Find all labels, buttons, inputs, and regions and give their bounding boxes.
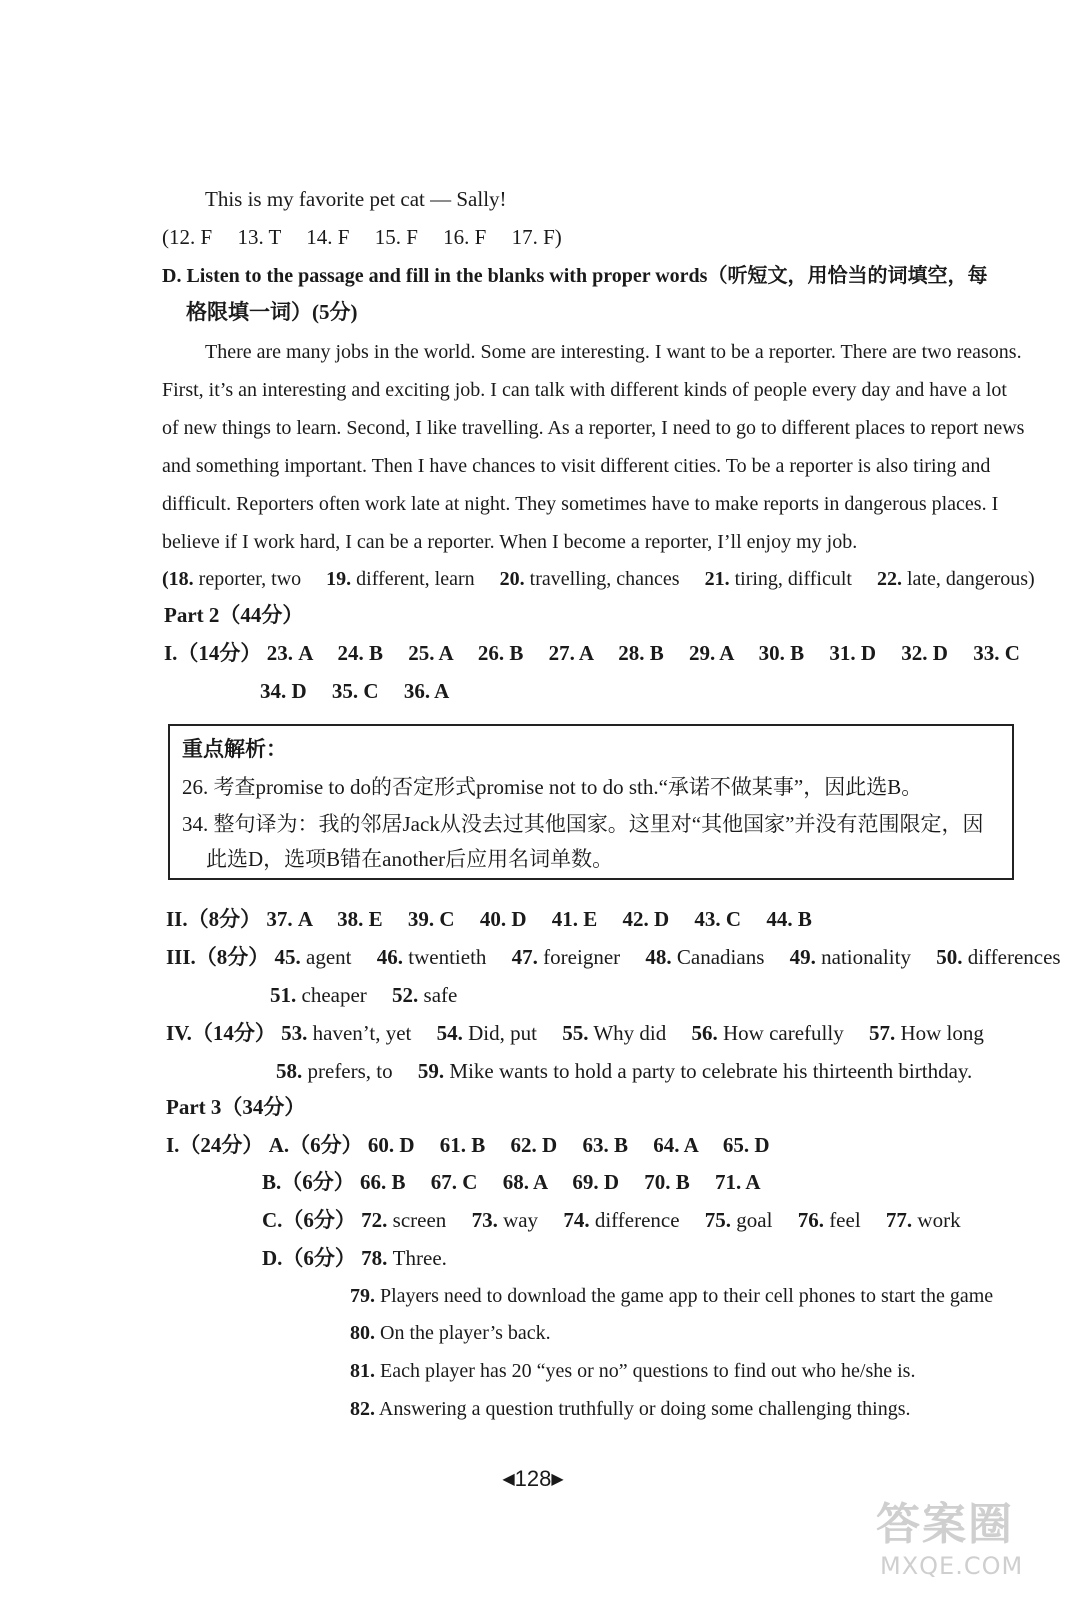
subsection-label: B.（6分） (262, 1170, 355, 1194)
part3-d-answer: 81. Each player has 20 “yes or no” questions to find out who he/she is. (350, 1360, 916, 1382)
answer-item: 53. haven’t, yet (281, 1021, 412, 1045)
analysis-item-cont: 此选D，选项B错在another后应用名词单数。 (206, 847, 614, 871)
section-d-heading: D. Listen to the passage and fill in the blanks with proper words（听短文，用恰当的词填空，每 (162, 265, 988, 287)
right-arrow-icon: ▶ (551, 1471, 564, 1488)
answer-item: 60. D (367, 1133, 415, 1157)
answer-item: 56. How carefully (691, 1021, 844, 1045)
section-label: IV.（14分） (166, 1021, 276, 1045)
part2-sec4-row2 (276, 1056, 972, 1086)
answer-item: 66. B (360, 1170, 406, 1194)
answer-item: 71. A (715, 1170, 761, 1194)
answer-item: 76. feel (797, 1208, 861, 1232)
answer-item: 49. nationality (789, 945, 911, 969)
answer-item: 37. A (266, 907, 312, 931)
page-number-value: 128 (514, 1466, 552, 1491)
answer-item: 77. work (885, 1208, 961, 1232)
analysis-item: 34. 整句译为：我的邻居Jack从没去过其他国家。这里对“其他国家”并没有范围限定，因 (182, 812, 984, 836)
answer-item: 44. B (766, 907, 812, 931)
answer-item: 26. B (477, 641, 524, 665)
answer-item: 55. Why did (562, 1021, 667, 1045)
answer-item: 33. C (973, 641, 1020, 665)
answer-item: 52. safe (392, 983, 458, 1007)
answer-item: 43. C (694, 907, 742, 931)
answer-item: 21. tiring, difficult (704, 568, 852, 590)
answer-item: 17. F) (511, 225, 562, 249)
answer-item: (12. F (162, 225, 213, 249)
answer-item: 59. Mike wants to hold a party to celebrate his thirteenth birthday. (417, 1059, 973, 1083)
answer-item: 72. screen (361, 1208, 447, 1232)
answer-item: 25. A (408, 641, 453, 665)
answer-item: 50. differences (936, 945, 1061, 969)
answer-item: 69. D (572, 1170, 619, 1194)
answer-item: 70. B (644, 1170, 690, 1194)
intro-line: This is my favorite pet cat — Sally! (205, 187, 507, 211)
answer-item: 16. F (443, 225, 487, 249)
passage-line: of new things to learn. Second, I like travelling. As a reporter, I need to go to different places to report news (162, 417, 1025, 439)
section-label: III.（8分） (166, 945, 270, 969)
subsection-label: D.（6分） (262, 1246, 356, 1270)
answer-item: 54. Did, put (436, 1021, 537, 1045)
answer-item: 20. travelling, chances (499, 568, 680, 590)
part2-sec3-row1 (166, 942, 1061, 972)
answer-item: 32. D (901, 641, 948, 665)
analysis-item: 26. 考查promise to do的否定形式promise not to do sth.“承诺不做某事”，因此选B。 (182, 775, 923, 799)
answer-item: 51. cheaper (270, 983, 367, 1007)
answer-item: 31. D (829, 641, 877, 665)
answer-item: 13. T (237, 225, 282, 249)
passage-line: difficult. Reporters often work late at night. They sometimes have to make reports in dangerous places. I (162, 493, 999, 515)
answer-item: 23. A (266, 641, 313, 665)
part2-sec1-row2 (260, 676, 449, 706)
answer-item: 14. F (306, 225, 350, 249)
answers-12-17 (162, 222, 562, 252)
answer-item: 30. B (758, 641, 805, 665)
answer-item: 78. Three. (361, 1246, 447, 1270)
part2-sec2-row1 (166, 904, 812, 934)
answer-item: (18. reporter, two (162, 568, 302, 590)
answer-item: 39. C (407, 907, 455, 931)
answer-item: 67. C (430, 1170, 478, 1194)
part2-sec1-row1 (164, 638, 1020, 668)
passage-line: There are many jobs in the world. Some are interesting. I want to be a reporter. There are two reasons. (205, 341, 1022, 363)
answer-item: 68. A (502, 1170, 548, 1194)
left-arrow-icon: ◀ (502, 1471, 515, 1488)
answer-item: 48. Canadians (645, 945, 765, 969)
answer-item: 64. A (653, 1133, 698, 1157)
answer-item: 34. D (260, 679, 307, 703)
section-label: I.（24分） (166, 1133, 264, 1157)
answer-item: 36. A (403, 679, 450, 703)
watermark-url: MXQE.COM (880, 1552, 1024, 1580)
answer-item: 19. different, learn (326, 568, 475, 590)
answer-item: 75. goal (704, 1208, 773, 1232)
part3-a-row (166, 1130, 770, 1160)
subsection-label: C.（6分） (262, 1208, 356, 1232)
answer-item: 28. B (618, 641, 664, 665)
section-label: I.（14分） (164, 641, 262, 665)
answer-item: 46. twentieth (376, 945, 487, 969)
answer-item: 65. D (722, 1133, 770, 1157)
answer-item: 42. D (622, 907, 670, 931)
answer-item: 29. A (688, 641, 734, 665)
watermark-mark: 答案圈 (876, 1499, 1014, 1550)
answer-item: 74. difference (563, 1208, 680, 1232)
part3-d-row (262, 1243, 447, 1273)
part3-b-row (262, 1167, 761, 1197)
answer-item: 62. D (510, 1133, 558, 1157)
analysis-box (168, 724, 1014, 880)
analysis-title: 重点解析： (182, 737, 287, 761)
answer-item: 24. B (337, 641, 383, 665)
subsection-label: A.（6分） (268, 1133, 363, 1157)
answer-item: 47. foreigner (511, 945, 621, 969)
passage-line: First, it’s an interesting and exciting job. I can talk with different kinds of people every day and have a lot (162, 379, 1007, 401)
passage-line: and something important. Then I have chances to visit different cities. To be a reporter is also tiring and (162, 455, 991, 477)
answer-item: 15. F (374, 225, 418, 249)
section-label: II.（8分） (166, 907, 262, 931)
answer-item: 45. agent (274, 945, 352, 969)
part2-sec4-row1 (166, 1018, 984, 1048)
passage-line: believe if I work hard, I can be a reporter. When I become a reporter, I’ll enjoy my job. (162, 531, 858, 553)
part2-sec3-row2 (270, 980, 457, 1010)
watermark-logo (876, 1488, 1046, 1596)
section-d-heading-cont: 格限填一词）(5分) (186, 300, 358, 324)
answer-item: 22. late, dangerous) (876, 568, 1035, 590)
answer-item: 38. E (337, 907, 383, 931)
part2-heading: Part 2（44分） (164, 603, 304, 627)
answer-item: 73. way (471, 1208, 539, 1232)
answers-18-22 (162, 564, 1035, 594)
answer-item: 61. B (439, 1133, 486, 1157)
answer-item: 41. E (551, 907, 598, 931)
answer-item: 35. C (331, 679, 379, 703)
answer-item: 40. D (479, 907, 527, 931)
answer-item: 63. B (582, 1133, 628, 1157)
part3-d-answer: 79. Players need to download the game app to their cell phones to start the game (350, 1285, 994, 1307)
answer-item: 58. prefers, to (276, 1059, 393, 1083)
answer-item: 27. A (548, 641, 593, 665)
part3-d-answer: 82. Answering a question truthfully or doing some challenging things. (350, 1398, 911, 1420)
part3-heading: Part 3（34分） (166, 1095, 306, 1119)
part3-c-row (262, 1205, 961, 1235)
answer-item: 57. How long (868, 1021, 984, 1045)
part3-d-answer: 80. On the player’s back. (350, 1322, 551, 1344)
